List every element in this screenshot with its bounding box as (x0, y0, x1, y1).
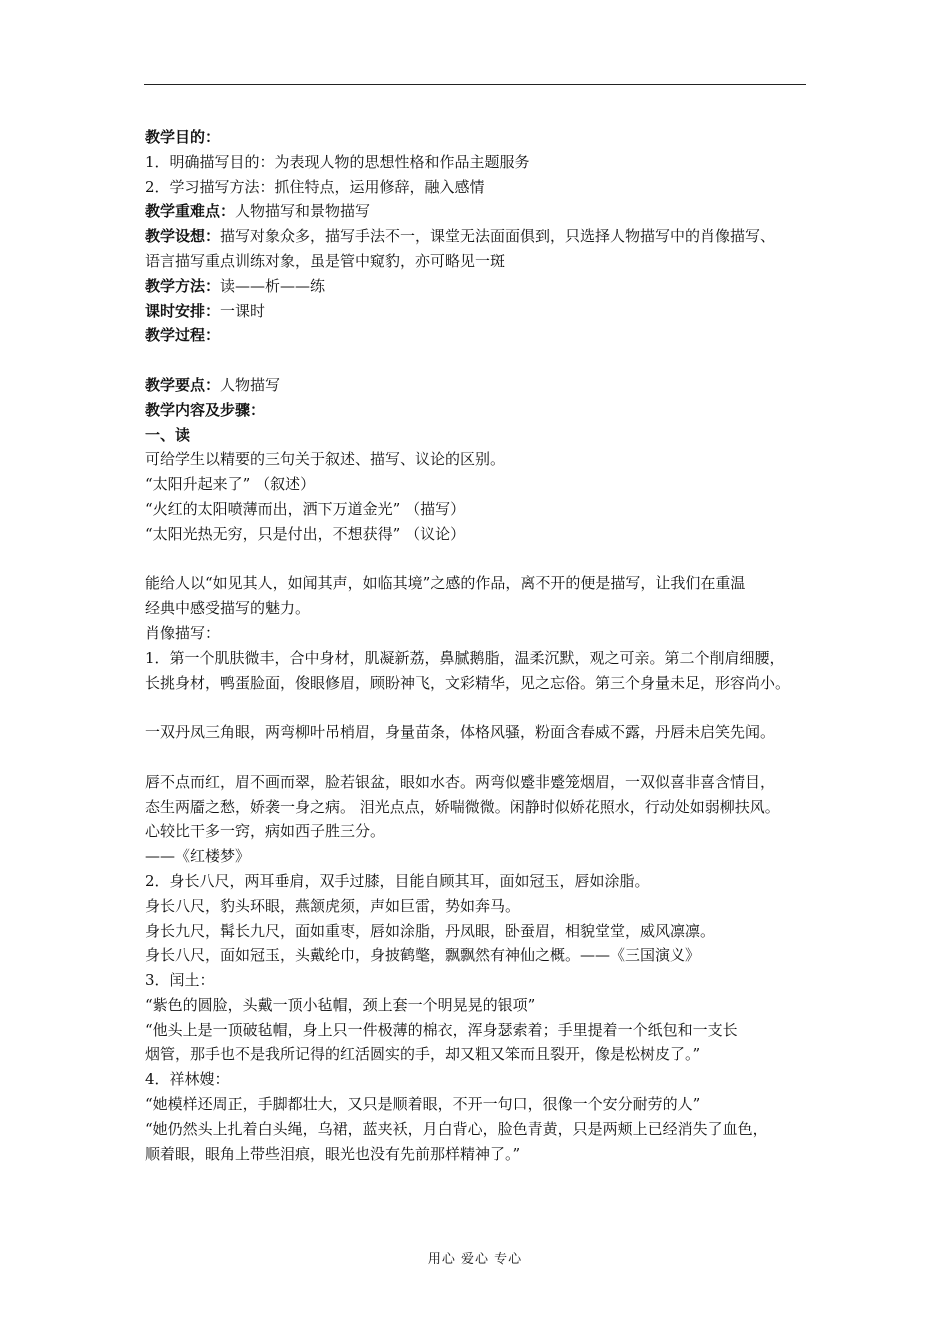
honglou-para-1a: 1．第一个肌肤微丰，合中身材，肌凝新荔，鼻腻鹅脂，温柔沉默，观之可亲。第二个削肩细腰， (145, 648, 785, 667)
design-text-1: 描写对象众多，描写手法不一，课堂无法面面俱到，只选择人物描写中的肖像描写、 (220, 227, 776, 246)
sanguo-4: 身长八尺，面如冠玉，头戴纶巾，身披鹤氅，飘飘然有神仙之概。——《三国演义》 (145, 946, 701, 965)
spacer (145, 348, 813, 373)
schedule-label: 课时安排： (145, 301, 221, 320)
design-line-1 (145, 224, 813, 249)
runtu-heading: 3．闰土： (145, 971, 215, 990)
xianglin-quote-2a: “她仍然头上扎着白头绳，乌裙，蓝夹袄，月白背心，脸色青黄，只是两颊上已经消失了血色， (145, 1119, 768, 1138)
teaching-points-line (145, 373, 813, 398)
method-label: 教学方法： (145, 276, 221, 295)
goal-item-1: 1．明确描写目的：为表现人物的思想性格和作品主题服务 (145, 152, 530, 171)
design-line-2: 语言描写重点训练对象，虽是管中窥豹，亦可略见一斑 (145, 251, 506, 270)
spacer (145, 745, 813, 770)
key-points-line (145, 199, 813, 224)
paragraph-charm-2: 经典中感受描写的魅力。 (145, 599, 311, 618)
page-footer: 用心 爱心 专心 (427, 1252, 523, 1267)
teaching-points-text: 人物描写 (220, 375, 281, 394)
goal-item-2: 2．学习描写方法：抓住特点，运用修辞，融入感情 (145, 177, 485, 196)
spacer (145, 695, 813, 720)
runtu-quote-1: “紫色的圆脸，头戴一顶小毡帽，颈上套一个明晃晃的银项” (145, 995, 536, 1014)
sanguo-1: 2．身长八尺，两耳垂肩，双手过膝，目能自顾其耳，面如冠玉，唇如涂脂。 (145, 871, 650, 890)
honglou-para-3a: 唇不点而红，眉不画而翠，脸若银盆，眼如水杏。两弯似蹙非蹙笼烟眉，一双似喜非喜含情目， (145, 772, 776, 791)
process-heading: 教学过程： (145, 326, 221, 345)
header-rule (144, 84, 806, 85)
xianglin-quote-2b: 顺着眼，眼角上带些泪痕，眼光也没有先前那样精神了。” (145, 1144, 521, 1163)
steps-heading: 教学内容及步骤： (145, 400, 266, 419)
goal-heading: 教学目的： (145, 128, 221, 146)
xianglin-quote-1: “她模样还周正，手脚都壮大，又只是顺着眼，不开一句口，很像一个安分耐劳的人” (145, 1095, 701, 1114)
honglou-para-3c: 心较比干多一窍，病如西子胜三分。 (145, 822, 386, 841)
portrait-heading: 肖像描写： (145, 623, 221, 642)
method-line (145, 274, 813, 299)
honglou-para-2: 一双丹凤三角眼，两弯柳叶吊梢眉，身量苗条，体格风骚，粉面含春威不露，丹唇未启笑先闻。 (145, 723, 776, 742)
honglou-para-1b: 长挑身材，鸭蛋脸面，俊眼修眉，顾盼神飞，文彩精华，见之忘俗。第三个身量未足，形容尚小。 (145, 673, 791, 692)
sanguo-3: 身长九尺，髯长九尺，面如重枣，唇如涂脂，丹凤眼，卧蚕眉，相貌堂堂，威风凛凛。 (145, 921, 716, 940)
quote-description: “火红的太阳喷薄而出，洒下万道金光” （描写） (145, 499, 466, 518)
design-label: 教学设想： (145, 227, 221, 246)
xianglin-heading: 4．祥林嫂： (145, 1070, 230, 1089)
schedule-line (145, 299, 813, 324)
paragraph-charm-1: 能给人以“如见其人，如闻其声，如临其境”之感的作品，离不开的便是描写，让我们在重温 (145, 574, 746, 593)
teaching-points-label: 教学要点： (145, 375, 221, 394)
honglou-source: ——《红楼梦》 (145, 847, 251, 866)
sanguo-2: 身长八尺，豹头环眼，燕颔虎须，声如巨雷，势如奔马。 (145, 896, 521, 915)
schedule-text: 一课时 (220, 301, 266, 320)
honglou-para-3b: 态生两靥之愁，娇袭一身之病。 泪光点点，娇喘微微。闲静时似娇花照水，行动处如弱柳扶风。 (145, 797, 780, 816)
key-points-text: 人物描写和景物描写 (235, 202, 371, 221)
spacer (145, 547, 813, 572)
paragraph-intro: 可给学生以精要的三句关于叙述、描写、议论的区别。 (145, 450, 506, 469)
step-one-heading: 一、读 (145, 425, 191, 444)
key-points-label: 教学重难点： (145, 202, 236, 221)
document-body (145, 125, 813, 1166)
runtu-quote-2a: “他头上是一顶破毡帽，身上只一件极薄的棉衣，浑身瑟索着；手里提着一个纸包和一支长 (145, 1020, 738, 1039)
runtu-quote-2b: 烟管，那手也不是我所记得的红活圆实的手，却又粗又笨而且裂开，像是松树皮了。” (145, 1045, 701, 1064)
quote-narration: “太阳升起来了” （叙述） (145, 475, 316, 494)
method-text: 读——析——练 (220, 276, 326, 295)
quote-argument: “太阳光热无穷，只是付出，不想获得” （议论） (145, 524, 466, 543)
